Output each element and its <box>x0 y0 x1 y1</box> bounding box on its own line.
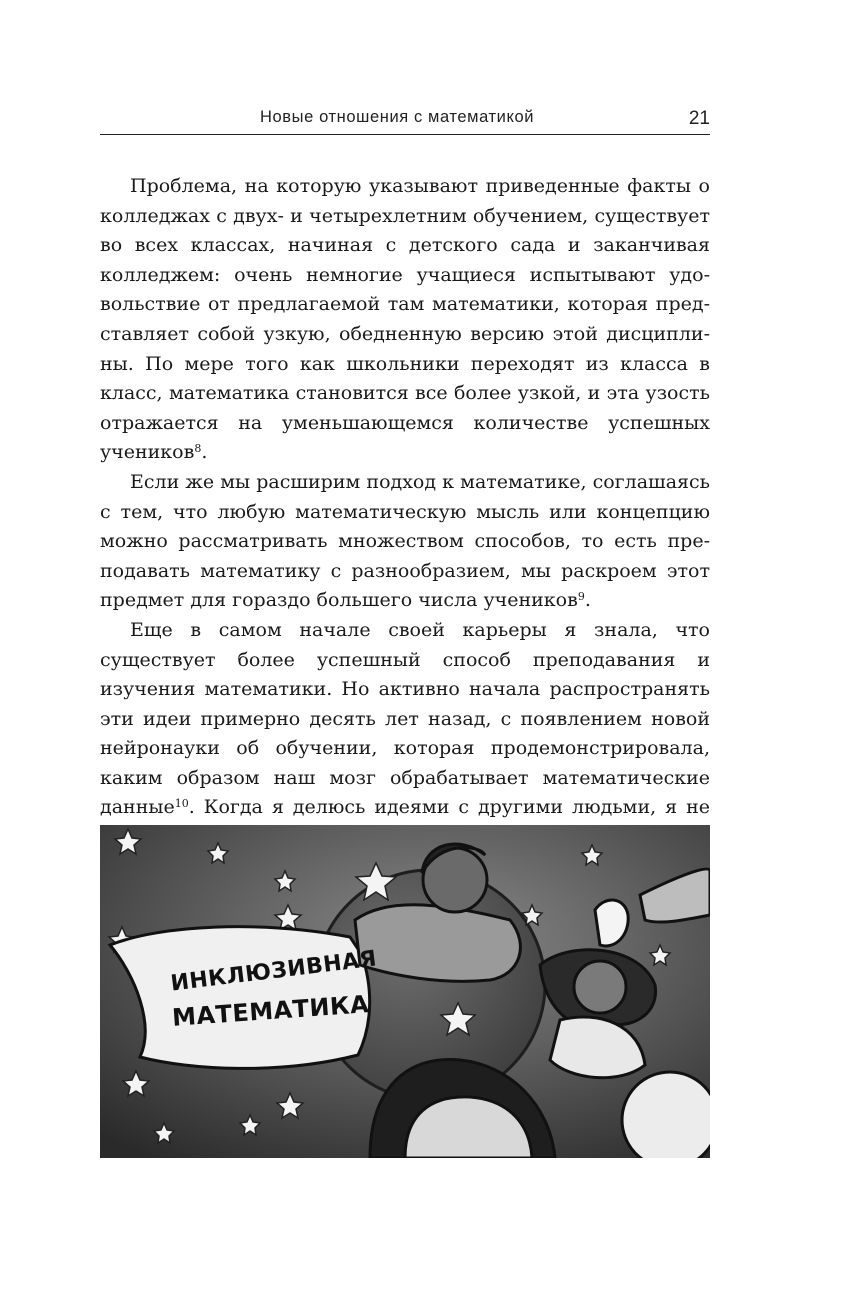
boy-body <box>355 905 520 982</box>
running-header <box>100 104 710 135</box>
cartoon-illustration <box>100 825 710 1158</box>
banner-title-line-2: МАТЕМАТИКА <box>171 990 371 1032</box>
running-title: Новые отношения с математикой <box>260 108 535 126</box>
girl-face <box>574 961 626 1013</box>
paragraph-tail: . <box>201 441 208 464</box>
paragraph <box>100 468 710 616</box>
paragraph-text: Если же мы расширим подход к математике, соглашаясь с тем, что любую математическую мысль или концепцию можно рассматривать множеством способов, то есть преподавать математику с разнообразием, мы раскроем этот предмет для гораздо большего числа учеников <box>100 470 710 612</box>
paragraph <box>100 616 710 853</box>
page-number: 21 <box>688 108 710 129</box>
banner-title-line-1: ИНКЛЮЗИВНАЯ <box>169 946 379 997</box>
footnote-ref[interactable]: 9 <box>577 590 585 604</box>
paragraph-text: Проблема, на которую указывают приведенные факты о колледжах с двух- и четырехлетним обучением, существует во всех классах, начиная с детского сада и заканчивая колледжем: очень немногие учащиеся испытывают удовольствие от предлагаемой там математики, которая представляет собой узкую, обедненную версию этой дисциплины. По мере того как школьники переходят из класса в класс, математика становится все более узкой, и эта узость отражается на уменьшающемся количестве успешных учеников <box>100 175 710 464</box>
paragraph-text: Еще в самом начале своей карьеры я знала, что существует более успешный способ преподавания и изучения математики. Но активно начала распространять эти идеи примерно десять лет назад, с появлением новой нейронауки об обучении, которая продемонстрировала, каким образом наш мозг обрабатывает математические данные <box>100 618 710 819</box>
footnote-ref[interactable]: 8 <box>194 442 202 456</box>
body-text <box>100 172 710 853</box>
footnote-ref[interactable]: 10 <box>174 797 189 811</box>
paragraph-tail: . <box>584 589 591 612</box>
child-right-face <box>622 1072 710 1158</box>
paragraph-tail: . Когда я делюсь идеями с другими людьми, я не <box>188 796 710 819</box>
paragraph <box>100 172 710 468</box>
